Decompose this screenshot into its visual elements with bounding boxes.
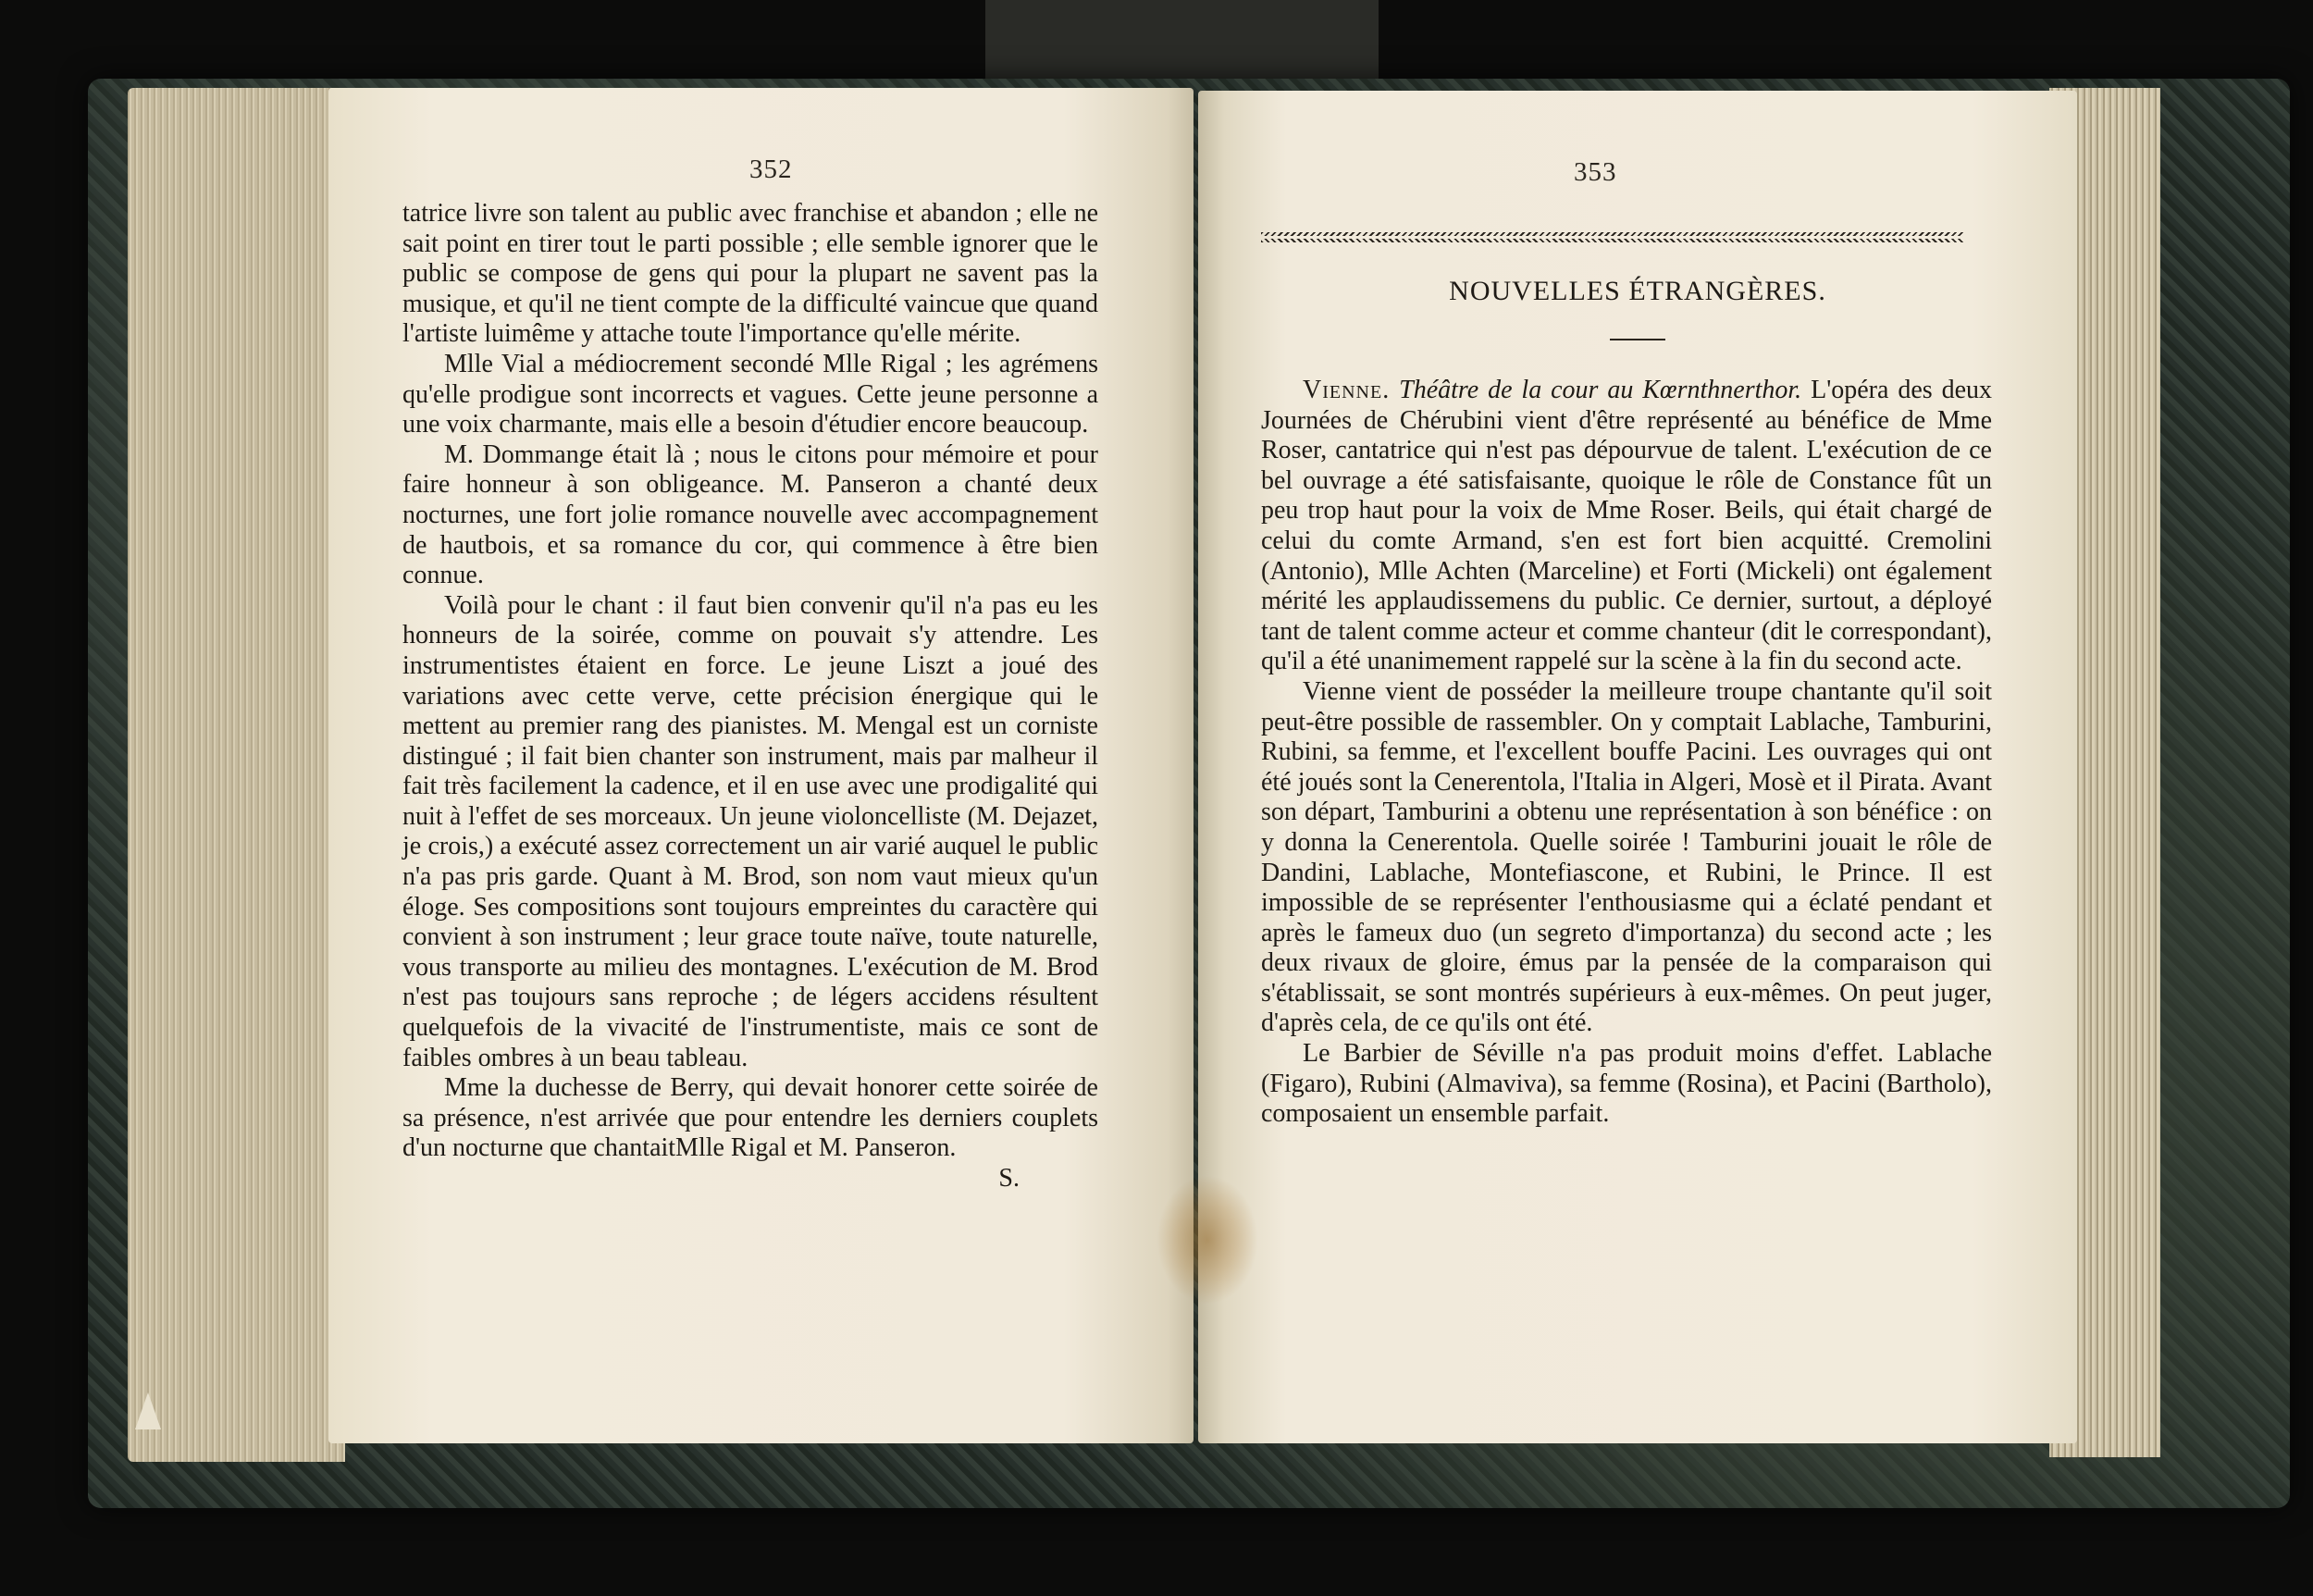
- section-title: NOUVELLES ÉTRANGÈRES.: [1449, 276, 1826, 306]
- page-edges-left: [128, 88, 345, 1462]
- paragraph: tatrice livre son talent au public avec franchise et abandon ; elle ne sait point en tirer tout le parti possible ; elle semble ignorer que le public se compose de gens qui pour la plupart ne savent pas la musique, et qu'il ne tient compte de la difficulté vaincue que quand l'artiste luimême y attache toute l'importance qu'elle mérite.: [402, 199, 1098, 349]
- right-page: [1198, 91, 2077, 1443]
- paragraph-text: L'opéra des deux Journées de Chérubini vient d'être représenté au bénéfice de Mme Roser, cantatrice qui n'est pas dépourvue de talent. L'exécution de ce bel ouvrage a été satisfaisante, quoique le rôle de Constance fût un peu trop haut pour la voix de Mme Roser. Beils, qui était chargé de celui du comte Armand, s'en est fort bien acquitté. Cremolini (Antonio), Mlle Achten (Marceline) et Forti (Mickeli) ont également mérité les applaudissemens du public. Ce dernier, surtout, a déployé tant de talent comme acteur et comme chanteur (dit le correspondant), qu'il a été unanimement rappelé sur la scène à la fin du second acte.: [1261, 376, 1993, 676]
- paragraph: Le Barbier de Séville n'a pas produit moins d'effet. Lablache (Figaro), Rubini (Almaviva), sa femme (Rosina), et Pacini (Bartholo), composaient un ensemble parfait.: [1261, 1039, 1992, 1129]
- left-page-number: 352: [749, 155, 793, 184]
- backdrop: [985, 0, 1379, 88]
- paragraph: M. Dommange était là ; nous le citons pour mémoire et pour faire honneur à son obligeance. M. Panseron a chanté deux nocturnes, une fort jolie romance nouvelle avec accompagnement de hautbois, et sa romance du cor, qui commence à être bien connue.: [402, 439, 1098, 590]
- bookmark-tab: [135, 1392, 161, 1429]
- foxing-stain: [1156, 1175, 1258, 1305]
- paragraph: Vienne vient de posséder la meilleure troupe chantante qu'il soit peut-être possible de rassembler. On y comptait Lablache, Tamburini, Rubini, sa femme, et l'excellent bouffe Pacini. Les ouvrages qui ont été joués sont la Cenerentola, l'Italia in Algeri, Mosè et il Pirata. Avant son départ, Tamburini a obtenu une représentation à son bénéfice : on y donna la Cenerentola. Quelle soirée ! Tamburini jouait le rôle de Dandini, Lablache, Montefiascone, et Rubini, le Prince. Il est impossible de se représenter l'enthousiasme qui a éclaté pendant et après le fameux duo (un segreto d'importanza) du second acte ; les deux rivaux de gloire, émus par la pensée de la comparaison qui s'établissait, se sont montrés supérieurs à eux-mêmes. On peut juger, d'après cela, de ce qu'ils ont été.: [1261, 676, 1992, 1038]
- paragraph: [1261, 376, 1992, 677]
- title-underline: [1610, 339, 1665, 340]
- paragraph: Mme la duchesse de Berry, qui devait honorer cette soirée de sa présence, n'est arrivée que pour entendre les derniers couplets d'un nocturne que chantaitMlle Rigal et M. Panseron.: [402, 1073, 1098, 1163]
- signature: S.: [998, 1164, 1020, 1193]
- ornamental-rule: [1261, 232, 1964, 236]
- paragraph: Mlle Vial a médiocrement secondé Mlle Rigal ; les agrémens qu'elle prodigue sont incorrects et vagues. Cette jeune personne a une voix charmante, mais elle a besoin d'étudier encore beaucoup.: [402, 349, 1098, 439]
- place-label: Vienne.: [1303, 376, 1391, 404]
- ornamental-rule-lower: [1261, 239, 1964, 242]
- right-page-text: [1261, 376, 1992, 1130]
- left-page: [328, 88, 1194, 1443]
- theatre-heading: Théâtre de la cour au Kœrnthnerthor.: [1399, 376, 1802, 404]
- left-page-text: [402, 199, 1098, 1194]
- paragraph: Voilà pour le chant : il faut bien convenir qu'il n'a pas eu les honneurs de la soirée, comme on pouvait s'y attendre. Les instrumentistes étaient en force. Le jeune Liszt a joué des variations avec cette verve, cette précision énergique qui le mettent au premier rang des pianistes. M. Mengal est un corniste distingué ; il fait bien chanter son instrument, mais par malheur il fait très facilement la cadence, et il en use avec une prodigalité qui nuit à l'effet de ses morceaux. Un jeune violoncelliste (M. Dejazet, je crois,) a exécuté assez correctement un air varié auquel le public n'a pas pris garde. Quant à M. Brod, son nom vaut mieux qu'un éloge. Ses compositions sont toujours empreintes du caractère qui convient à son instrument ; leur grace toute naïve, toute naturelle, vous transporte au milieu des montagnes. L'exécution de M. Brod n'est pas toujours sans reproche ; de légers accidens résultent quelquefois de la vivacité de l'instrumentiste, mais ce sont de faibles ombres à un beau tableau.: [402, 590, 1098, 1072]
- right-page-number: 353: [1574, 157, 1617, 187]
